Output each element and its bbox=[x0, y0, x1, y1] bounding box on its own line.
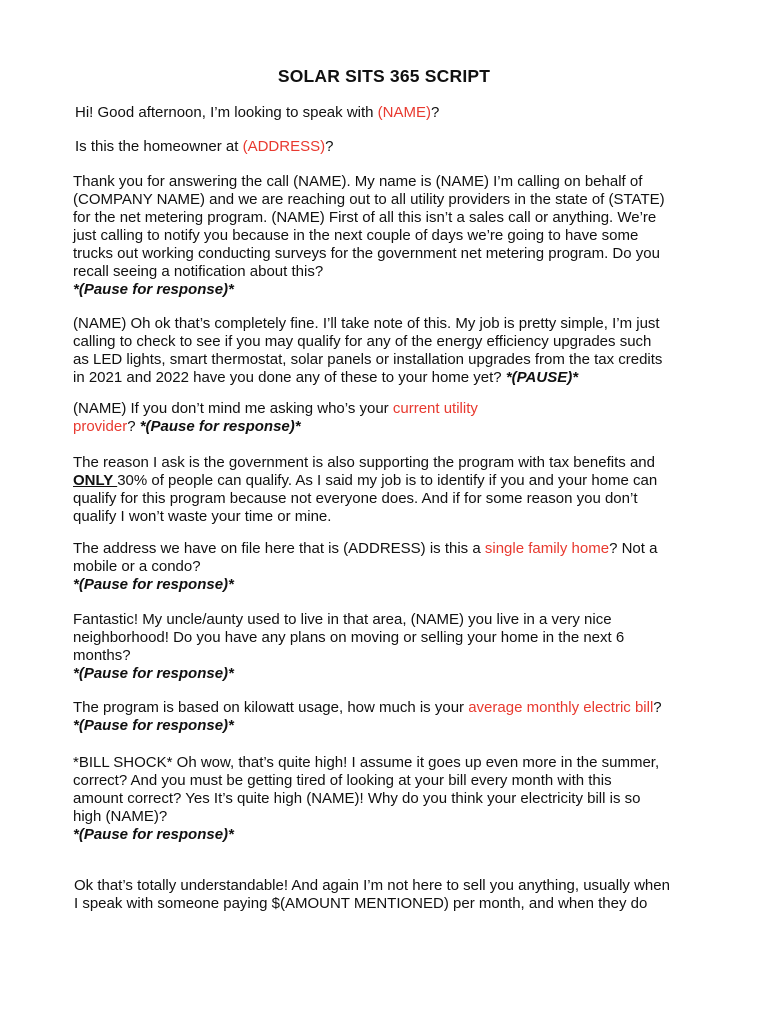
name-placeholder: (NAME) bbox=[377, 104, 431, 121]
greeting-paragraph bbox=[75, 104, 705, 122]
closing-line: I speak with someone paying $(AMOUNT MENTIONED) per month, and when they do bbox=[74, 895, 648, 912]
bill-shock-line: *BILL SHOCK* Oh wow, that’s quite high! I assume it goes up even more in the summer, bbox=[73, 754, 660, 771]
address-text: The address we have on file here that is (ADDRESS) is this a bbox=[73, 540, 485, 557]
intro-paragraph bbox=[73, 173, 703, 299]
neighborhood-line: months? bbox=[73, 647, 131, 664]
address-paragraph bbox=[73, 540, 703, 594]
pause-instruction: *(Pause for response)* bbox=[139, 418, 301, 435]
utility-paragraph bbox=[73, 400, 703, 436]
intro-line: for the net metering program. (NAME) First of all this isn’t a sales call or anything. We’re bbox=[73, 209, 657, 226]
intro-line: (COMPANY NAME) and we are reaching out to all utility providers in the state of (STATE) bbox=[73, 191, 665, 208]
utility-text: (NAME) If you don’t mind me asking who’s your bbox=[73, 400, 393, 417]
address-end: ? Not a bbox=[609, 540, 658, 557]
job-paragraph bbox=[73, 315, 703, 387]
homeowner-paragraph bbox=[75, 138, 705, 156]
bill-end: ? bbox=[653, 699, 662, 716]
reason-line: 30% of people can qualify. As I said my job is to identify if you and your home can bbox=[117, 472, 658, 489]
bill-text: The program is based on kilowatt usage, how much is your bbox=[73, 699, 469, 716]
bill-shock-line: correct? And you must be getting tired of looking at your bill every month with this bbox=[73, 772, 612, 789]
pause-instruction: *(Pause for response)* bbox=[73, 826, 234, 843]
greeting-end: ? bbox=[431, 104, 440, 121]
intro-line: recall seeing a notification about this? bbox=[73, 263, 324, 280]
address-placeholder: (ADDRESS) bbox=[242, 138, 326, 155]
pause-instruction: *(Pause for response)* bbox=[73, 281, 234, 298]
greeting-text: Hi! Good afternoon, I’m looking to speak with bbox=[75, 104, 378, 121]
neighborhood-line: Fantastic! My uncle/aunty used to live in that area, (NAME) you live in a very nice bbox=[73, 611, 612, 628]
pause-instruction: *(Pause for response)* bbox=[73, 665, 234, 682]
neighborhood-paragraph bbox=[73, 611, 703, 683]
utility-highlight: provider bbox=[73, 418, 128, 435]
page-title: SOLAR SITS 365 SCRIPT bbox=[277, 66, 491, 86]
bill-shock-line: amount correct? Yes It’s quite high (NAME)! Why do you think your electricity bill is so bbox=[73, 790, 641, 807]
reason-line: qualify I won’t waste your time or mine. bbox=[73, 508, 332, 525]
utility-end: ? bbox=[127, 418, 140, 435]
closing-paragraph bbox=[74, 877, 704, 913]
bill-highlight: average monthly electric bill bbox=[468, 699, 654, 716]
intro-line: just calling to notify you because in the next couple of days we’re going to have some bbox=[73, 227, 639, 244]
homeowner-end: ? bbox=[325, 138, 334, 155]
pause-instruction: *(Pause for response)* bbox=[73, 576, 234, 593]
reason-line: The reason I ask is the government is also supporting the program with tax benefits and bbox=[73, 454, 655, 471]
intro-line: Thank you for answering the call (NAME). My name is (NAME) I’m calling on behalf of bbox=[73, 173, 643, 190]
job-line: (NAME) Oh ok that’s completely fine. I’ll take note of this. My job is pretty simple, I’m just bbox=[73, 315, 660, 332]
pause-instruction: *(Pause for response)* bbox=[73, 717, 234, 734]
reason-paragraph bbox=[73, 454, 703, 526]
job-line: as LED lights, smart thermostat, solar panels or installation upgrades from the tax credits bbox=[73, 351, 663, 368]
reason-line: qualify for this program because not everyone does. And if for some reason you don’t bbox=[73, 490, 638, 507]
bill-paragraph bbox=[73, 699, 703, 735]
utility-highlight: current utility bbox=[392, 400, 478, 417]
pause-instruction: *(PAUSE)* bbox=[505, 369, 579, 386]
neighborhood-line: neighborhood! Do you have any plans on moving or selling your home in the next 6 bbox=[73, 629, 625, 646]
home-type-highlight: single family home bbox=[484, 540, 610, 557]
homeowner-text: Is this the homeowner at bbox=[75, 138, 243, 155]
job-line: calling to check to see if you may qualify for any of the energy efficiency upgrades such bbox=[73, 333, 652, 350]
closing-line: Ok that’s totally understandable! And again I’m not here to sell you anything, usually when bbox=[74, 877, 670, 894]
address-line: mobile or a condo? bbox=[73, 558, 201, 575]
bill-shock-line: high (NAME)? bbox=[73, 808, 168, 825]
intro-line: trucks out working conducting surveys for the government net metering program. Do you bbox=[73, 245, 660, 262]
bill-shock-paragraph bbox=[73, 754, 703, 844]
job-line: in 2021 and 2022 have you done any of these to your home yet? bbox=[73, 369, 506, 386]
only-emphasis: ONLY bbox=[73, 472, 118, 489]
